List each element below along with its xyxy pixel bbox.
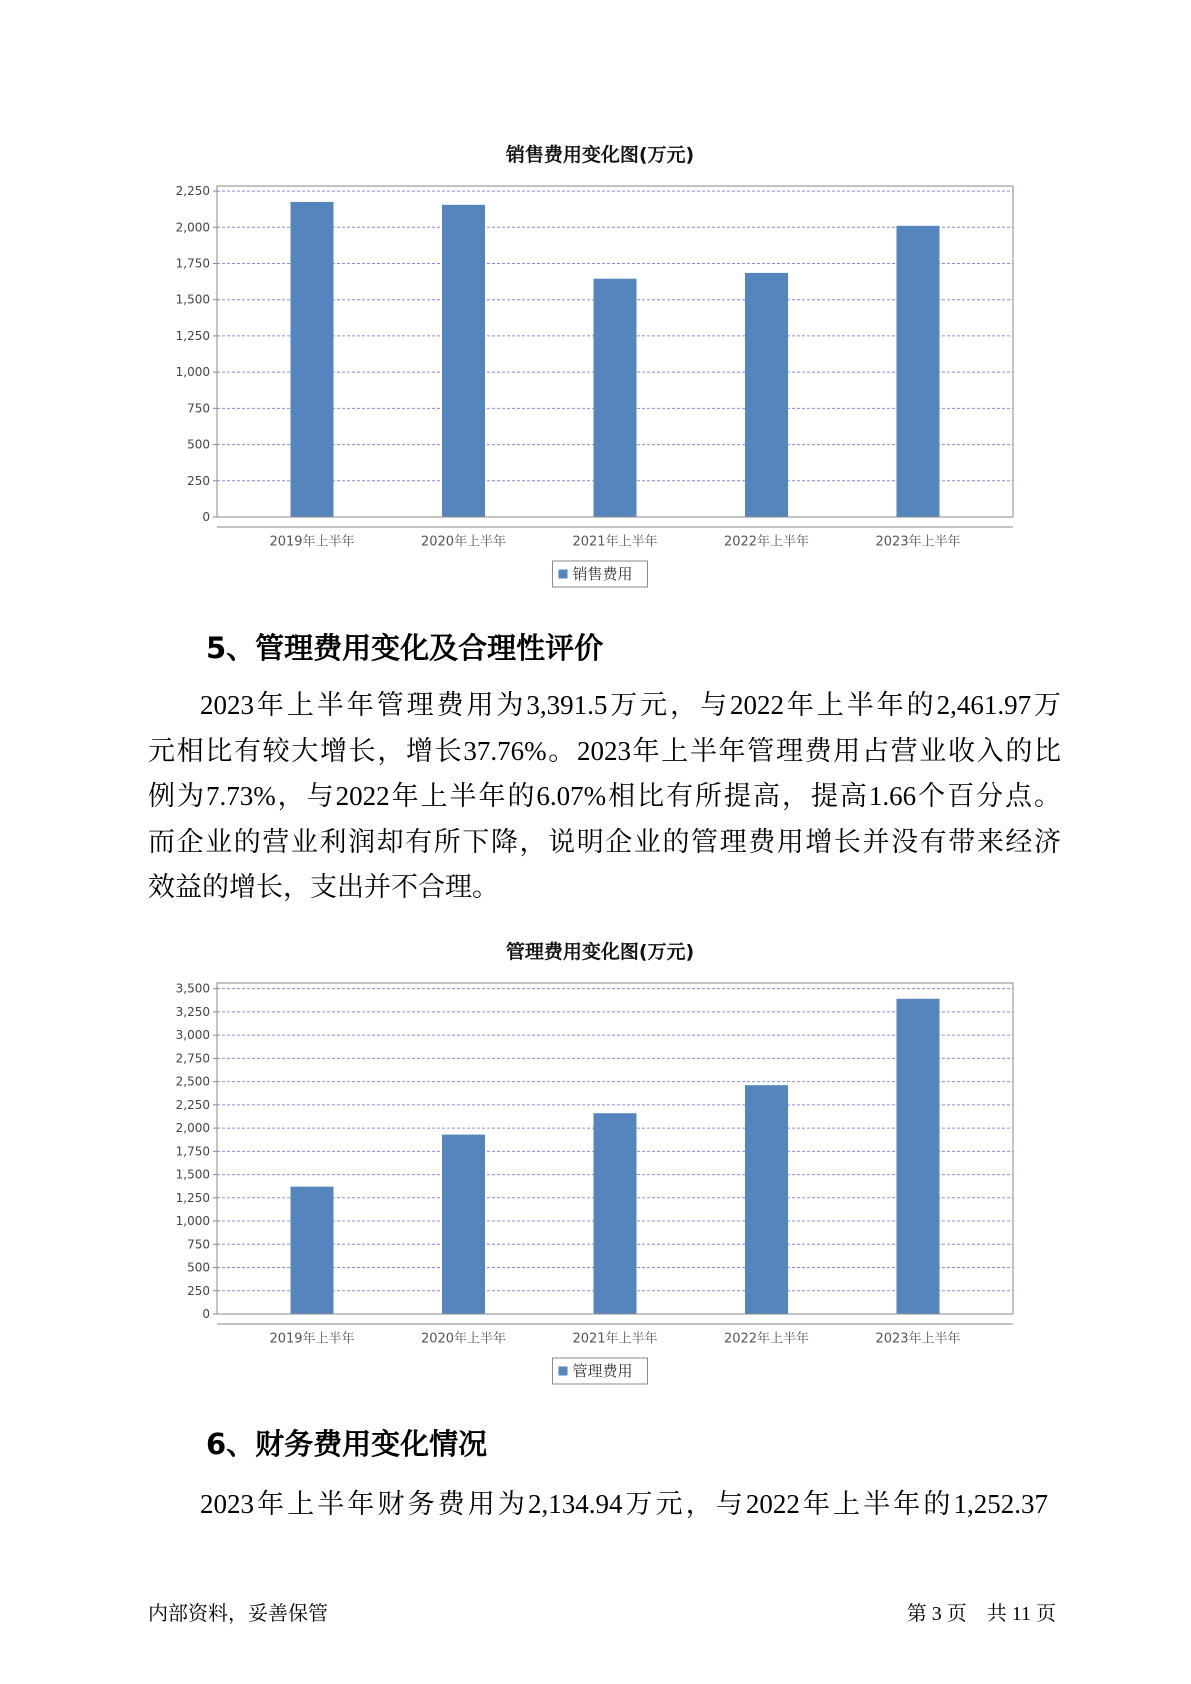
y-tick-label: 1,000	[175, 365, 210, 380]
bar	[594, 1113, 637, 1314]
y-tick-label: 3,500	[175, 981, 210, 996]
paragraph-line: 2023年上半年财务费用为2,134.94万元，与2022年上半年的1,252.37	[200, 1489, 1048, 1519]
x-tick-label: 2019年上半年	[269, 534, 355, 550]
y-tick-label: 2,250	[175, 184, 210, 199]
y-tick-label: 750	[187, 1237, 210, 1252]
management-expense-chart	[130, 927, 1040, 1397]
legend-label: 销售费用	[572, 565, 633, 583]
y-tick-label: 1,250	[175, 1190, 210, 1205]
y-tick-label: 2,500	[175, 1074, 210, 1089]
y-tick-label: 3,250	[175, 1004, 210, 1019]
y-tick-label: 1,250	[175, 328, 210, 343]
bar	[897, 999, 940, 1314]
chart-title: 销售费用变化图(万元)	[505, 144, 695, 166]
x-tick-label: 2021年上半年	[572, 534, 658, 550]
y-tick-label: 1,500	[175, 1167, 210, 1182]
paragraph-line: 而企业的营业利润却有所下降，说明企业的管理费用增长并没有带来经济	[148, 826, 1061, 857]
bar	[745, 1085, 788, 1314]
paragraph-line: 效益的增长，支出并不合理。	[148, 872, 499, 902]
y-tick-label: 500	[187, 437, 210, 452]
paragraph-line: 元相比有较大增长，增长37.76%。2023年上半年管理费用占营业收入的比	[148, 735, 1061, 766]
y-tick-label: 1,750	[175, 1144, 210, 1159]
bar	[442, 1135, 485, 1314]
x-tick-label: 2019年上半年	[269, 1331, 355, 1347]
y-tick-label: 1,750	[175, 256, 210, 271]
y-tick-label: 3,000	[175, 1028, 210, 1043]
footer-confidential-note: 内部资料，妥善保管	[148, 1603, 328, 1625]
paragraph-line: 2023年上半年管理费用为3,391.5万元，与2022年上半年的2,461.97万	[200, 690, 1061, 720]
bar	[442, 205, 485, 517]
y-tick-label: 2,750	[175, 1051, 210, 1066]
x-tick-label: 2021年上半年	[572, 1331, 658, 1347]
footer-page-number: 第 3 页 共 11 页	[906, 1603, 1056, 1625]
bar	[897, 226, 940, 517]
x-tick-label: 2023年上半年	[875, 534, 961, 550]
y-tick-label: 0	[202, 510, 210, 524]
section-heading: 5、管理费用变化及合理性评价	[206, 631, 604, 665]
y-tick-label: 250	[187, 473, 210, 488]
y-tick-label: 1,000	[175, 1214, 210, 1229]
paragraph	[148, 683, 1061, 911]
chart-title: 管理费用变化图(万元)	[505, 941, 695, 963]
bar	[745, 273, 788, 517]
bar	[291, 202, 334, 517]
y-tick-label: 1,500	[175, 292, 210, 307]
x-tick-label: 2020年上半年	[420, 1331, 507, 1347]
paragraph-line: 例为7.73%，与2022年上半年的6.07%相比有所提高，提高1.66个百分点。	[148, 781, 1061, 811]
y-tick-label: 250	[187, 1283, 210, 1298]
x-tick-label: 2022年上半年	[723, 1331, 810, 1347]
x-tick-label: 2020年上半年	[420, 534, 507, 550]
x-tick-label: 2023年上半年	[875, 1331, 961, 1347]
legend-label: 管理费用	[572, 1362, 633, 1380]
legend-swatch	[559, 1367, 568, 1376]
y-tick-label: 0	[202, 1307, 210, 1321]
x-tick-label: 2022年上半年	[723, 534, 810, 550]
sales-expense-chart	[130, 130, 1040, 600]
section-heading: 6、财务费用变化情况	[206, 1427, 488, 1461]
paragraph	[148, 1482, 1061, 1528]
y-tick-label: 2,000	[175, 1121, 210, 1136]
bar	[594, 279, 637, 517]
y-tick-label: 500	[187, 1260, 210, 1275]
bar	[291, 1187, 334, 1314]
y-tick-label: 2,000	[175, 220, 210, 235]
y-tick-label: 750	[187, 401, 210, 416]
legend-swatch	[559, 570, 568, 579]
y-tick-label: 2,250	[175, 1097, 210, 1112]
